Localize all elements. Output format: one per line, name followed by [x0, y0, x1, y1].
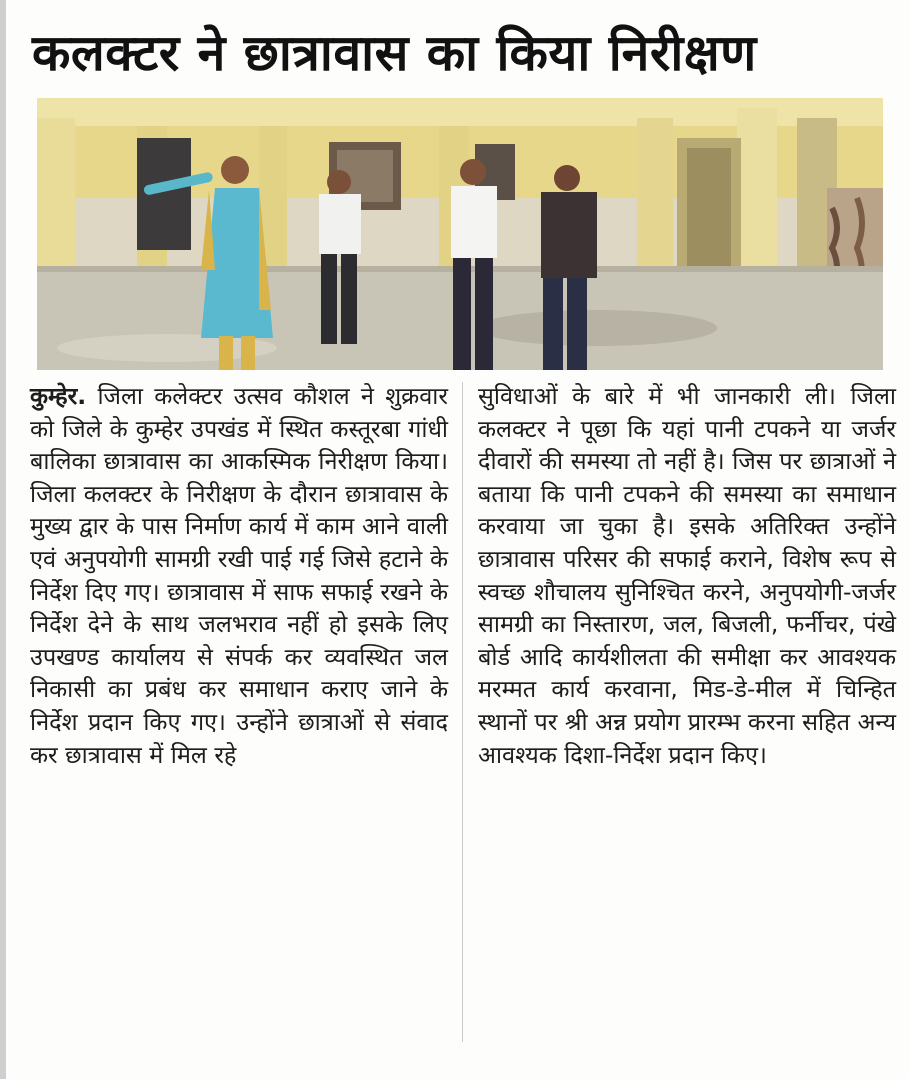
left-column-text: जिला कलेक्टर उत्सव कौशल ने शुक्रवार को जिले के कुम्हेर उपखंड में स्थित कस्तूरबा गांधी बालिका छात्रावास का आकस्मिक निरीक्षण किया। जिला कलक्टर के निरीक्षण के दौरान छात्रावास के मुख्य द्वार के पास निर्माण कार्य में काम आने वाली एवं अनुपयोगी सामग्री रखी पाई गई जिसे हटाने के निर्देश दिए गए। छात्रावास में साफ सफाई रखने के निर्देश देने के साथ जलभराव नहीं हो इसके लिए उपखण्ड कार्यालय से संपर्क कर व्यवस्थित जल निकासी का प्रबंध कर समाधान कराए जाने के निर्देश प्रदान किए गए। उन्होंने छात्राओं से संवाद कर छात्रावास में मिल रहे — [30, 382, 448, 769]
right-column-text: सुविधाओं के बारे में भी जानकारी ली। जिला कलक्टर ने पूछा कि यहां पानी टपकने या जर्जर दीवारों की समस्या तो नहीं है। जिस पर छात्राओं ने बताया कि पानी टपकने की समस्या का समाधान करवाया जा चुका है। इसके अतिरिक्त उन्होंने छात्रावास परिसर की सफाई कराने, विशेष रूप से स्वच्छ शौचालय सुनिश्चित करने, अनुपयोगी-जर्जर सामग्री का निस्तारण, जल, बिजली, फर्नीचर, पंखे बोर्ड आदि कार्यशीलता की समीक्षा कर आवश्यक मरम्मत कार्य करवाना, मिड-डे-मील में चिन्हित स्थानों पर श्री अन्न प्रयोग प्रारम्भ करना सहित अन्य आवश्यक दिशा-निर्देश प्रदान किए। — [478, 382, 896, 769]
page-edge-rule — [0, 0, 6, 1079]
headline: कलक्टर ने छात्रावास का किया निरीक्षण — [32, 24, 757, 82]
column-divider — [462, 382, 463, 1042]
hostel-inspection-photo — [37, 98, 883, 370]
article-body — [30, 380, 896, 1070]
dateline: कुम्हेर. — [30, 382, 87, 410]
article-column-left — [30, 380, 448, 1070]
article-column-right — [478, 380, 896, 1070]
article-photo — [37, 98, 883, 370]
